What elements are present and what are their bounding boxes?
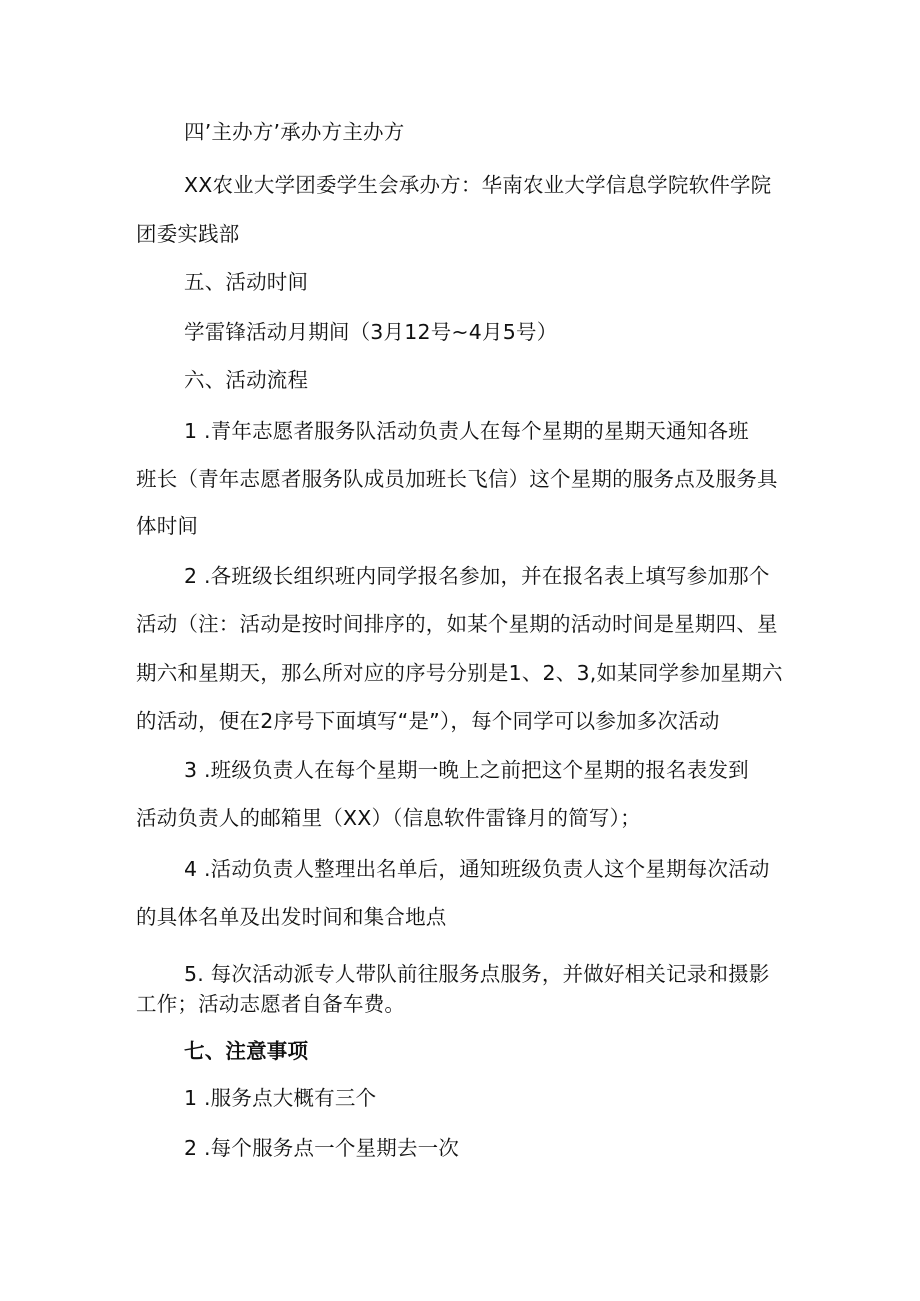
section-heading-organizers: 四’主办方’承办方主办方 [184, 120, 405, 144]
notes-item-1: 1 .服务点大概有三个 [184, 1086, 377, 1110]
process-item-2-line-4: 的活动，便在2序号下面填写“是”），每个同学可以参加多次活动 [136, 709, 720, 733]
process-item-1-line-3: 体时间 [136, 514, 199, 538]
process-item-2-line-2: 活动（注：活动是按时间排序的，如某个星期的活动时间是星期四、星 [136, 612, 778, 636]
process-item-1-line-2: 班长（青年志愿者服务队成员加班长飞信）这个星期的服务点及服务具 [136, 467, 778, 491]
process-item-3-line-2: 活动负责人的邮箱里（XX）（信息软件雷锋月的简写）； [136, 806, 641, 830]
organizers-text-line-1: XX农业大学团委学生会承办方：华南农业大学信息学院软件学院 [184, 173, 772, 197]
section-heading-notes: 七、注意事项 [184, 1039, 309, 1063]
notes-item-2: 2 .每个服务点一个星期去一次 [184, 1136, 460, 1160]
process-item-4-line-1: 4 .活动负责人整理出名单后，通知班级负责人这个星期每次活动 [184, 857, 770, 881]
section-heading-process: 六、活动流程 [184, 368, 309, 392]
process-item-2-line-3: 期六和星期天，那么所对应的序号分别是1、2、3,如某同学参加星期六 [136, 661, 783, 685]
process-item-4-line-2: 的具体名单及出发时间和集合地点 [136, 905, 447, 929]
time-text: 学雷锋活动月期间（3月12号~4月5号） [184, 320, 558, 344]
section-heading-time: 五、活动时间 [184, 270, 309, 294]
process-item-5-line-2: 工作；活动志愿者自备车费。 [136, 992, 406, 1016]
process-item-2-line-1: 2 .各班级长组织班内同学报名参加，并在报名表上填写参加那个 [184, 564, 770, 588]
process-item-3-line-1: 3 .班级负责人在每个星期一晚上之前把这个星期的报名表发到 [184, 758, 749, 782]
process-item-5-line-1: 5. 每次活动派专人带队前往服务点服务，并做好相关记录和摄影 [184, 962, 770, 986]
process-item-1-line-1: 1 .青年志愿者服务队活动负责人在每个星期的星期天通知各班 [184, 419, 749, 443]
organizers-text-line-2: 团委实践部 [136, 222, 240, 246]
